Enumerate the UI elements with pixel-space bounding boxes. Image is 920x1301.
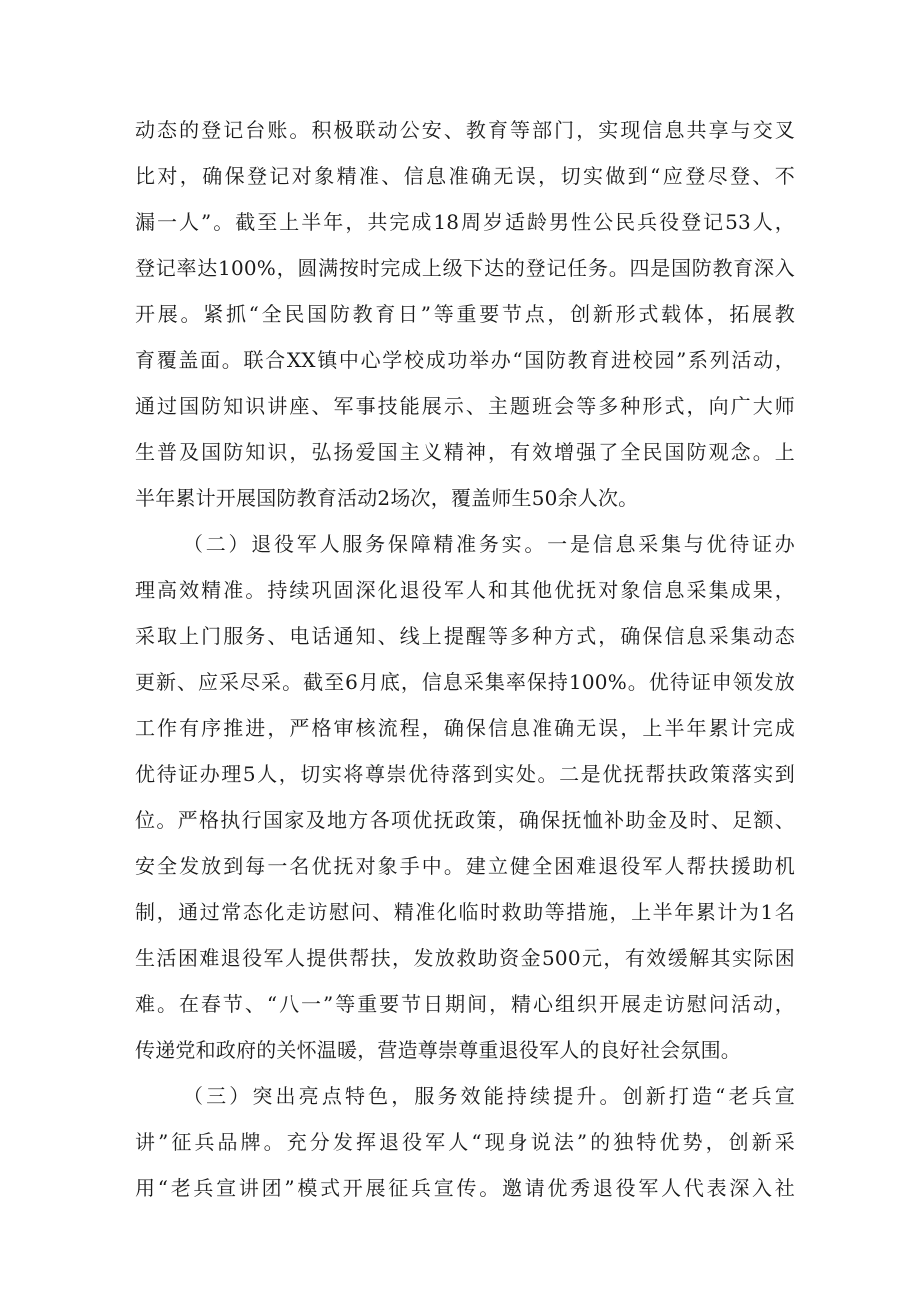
text-line: 优待证办理5人，切实将尊崇优待落到实处。二是优抚帮扶政策落实到: [135, 762, 795, 786]
text-line: 生普及国防知识，弘扬爱国主义精神，有效增强了全民国防观念。上: [135, 440, 795, 464]
section-heading-line: （三）突出亮点特色，服务效能持续提升。创新打造“老兵宣: [183, 1084, 795, 1108]
text-line: 讲”征兵品牌。充分发挥退役军人“现身说法”的独特优势，创新采: [135, 1130, 795, 1154]
text-line: 难。在春节、“八一”等重要节日期间，精心组织开展走访慰问活动，: [135, 992, 795, 1016]
text-line: 更新、应采尽采。截至6月底，信息采集率保持100%。优待证申领发放: [135, 670, 795, 694]
text-line: 动态的登记台账。积极联动公安、教育等部门，实现信息共享与交叉: [135, 118, 795, 142]
text-line: 开展。紧抓“全民国防教育日”等重要节点，创新形式载体，拓展教: [135, 302, 795, 326]
text-line: 位。严格执行国家及地方各项优抚政策，确保抚恤补助金及时、足额、: [135, 808, 795, 832]
text-line: 工作有序推进，严格审核流程，确保信息准确无误，上半年累计完成: [135, 716, 795, 740]
text-line: 育覆盖面。联合XX镇中心学校成功举办“国防教育进校园”系列活动，: [135, 348, 795, 372]
text-line: 用“老兵宣讲团”模式开展征兵宣传。邀请优秀退役军人代表深入社: [135, 1176, 795, 1200]
text-line: 通过国防知识讲座、军事技能展示、主题班会等多种形式，向广大师: [135, 394, 795, 418]
text-line: 制，通过常态化走访慰问、精准化临时救助等措施，上半年累计为1名: [135, 900, 795, 924]
text-line: 半年累计开展国防教育活动2场次，覆盖师生50余人次。: [135, 486, 639, 510]
text-line: 安全发放到每一名优抚对象手中。建立健全困难退役军人帮扶援助机: [135, 854, 795, 878]
text-line: 漏一人”。截至上半年，共完成18周岁适龄男性公民兵役登记53人，: [135, 210, 795, 234]
text-line: 生活困难退役军人提供帮扶，发放救助资金500元，有效缓解其实际困: [135, 946, 795, 970]
text-line: 登记率达100%，圆满按时完成上级下达的登记任务。四是国防教育深入: [135, 256, 795, 280]
text-line: 传递党和政府的关怀温暖，营造尊崇尊重退役军人的良好社会氛围。: [135, 1038, 741, 1062]
section-heading-line: （二）退役军人服务保障精准务实。一是信息采集与优待证办: [183, 532, 795, 556]
text-line: 理高效精准。持续巩固深化退役军人和其他优抚对象信息采集成果，: [135, 578, 795, 602]
text-line: 比对，确保登记对象精准、信息准确无误，切实做到“应登尽登、不: [135, 164, 795, 188]
text-line: 采取上门服务、电话通知、线上提醒等多种方式，确保信息采集动态: [135, 624, 795, 648]
